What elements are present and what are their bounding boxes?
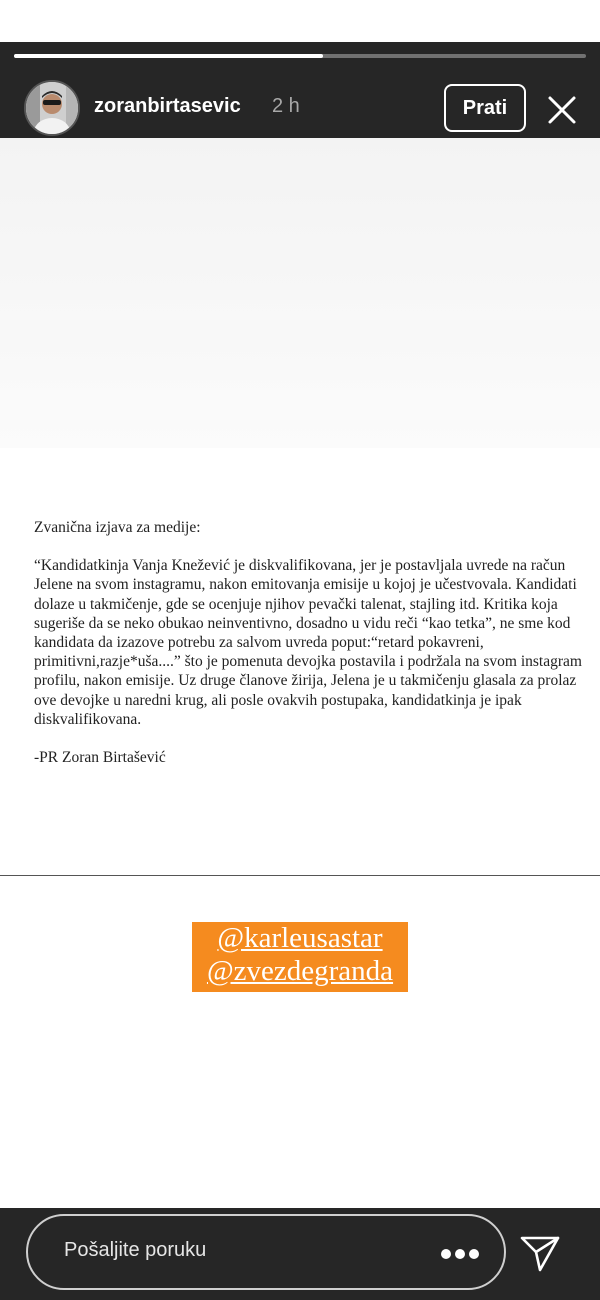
more-icon[interactable]	[440, 1248, 480, 1260]
story-header	[0, 42, 600, 138]
story-footer	[0, 1208, 600, 1300]
story-viewer[interactable]	[0, 42, 600, 1208]
status-bar-area	[0, 0, 600, 42]
follow-button[interactable]: Prati	[444, 84, 526, 132]
close-icon[interactable]	[542, 90, 582, 130]
story-progress-fill	[14, 54, 323, 58]
mention-zvezdegranda[interactable]: @zvezdegranda	[206, 955, 394, 987]
story-progress-bar	[14, 54, 586, 58]
send-icon[interactable]	[518, 1230, 562, 1274]
statement-heading: Zvanična izjava za medije:	[34, 519, 201, 536]
mention-sticker[interactable]	[192, 922, 408, 992]
message-input[interactable]	[26, 1214, 506, 1290]
avatar[interactable]	[24, 80, 80, 136]
divider	[0, 875, 600, 876]
statement-body: “Kandidatkinja Vanja Knežević je diskvalifikovana, jer je postavljala uvrede na račun Jelene na svom instagramu, nakon emitovanja emisije u kojoj je učestvovala. Kandidati dolaze u takmičenje, gde se ocenjuje njihov pevački talenat, stajling itd. Kritika koja sugeriše da se neko obukao neinventivno, dosadno u vidu reči “kao tetka”, ne sme kod kandidata da izazove potrebu za salvom uvreda poput:“retard pokavreni, primitivni,razje*uša....” što je pomenuta devojka postavila i podržala na svom instagram profilu, nakon emisije. Uz druge članove žirija, Jelena je u takmičenju glasala za prolaz ove devojke u naredni krug, ali posle ovakvih postupaka, kandidatkinja je ipak diskvalifikovana.	[34, 557, 582, 728]
statement-text	[34, 518, 582, 767]
mention-karleusastar[interactable]: @karleusastar	[217, 922, 383, 954]
post-time: 2 h	[272, 95, 300, 117]
statement-signature: -PR Zoran Birtašević	[34, 749, 166, 767]
username[interactable]: zoranbirtasevic	[94, 95, 241, 117]
statement-document	[0, 462, 600, 876]
message-placeholder: Pošaljite poruku	[64, 1239, 207, 1261]
avatar-image	[26, 82, 78, 134]
story-blank-area	[0, 138, 600, 448]
